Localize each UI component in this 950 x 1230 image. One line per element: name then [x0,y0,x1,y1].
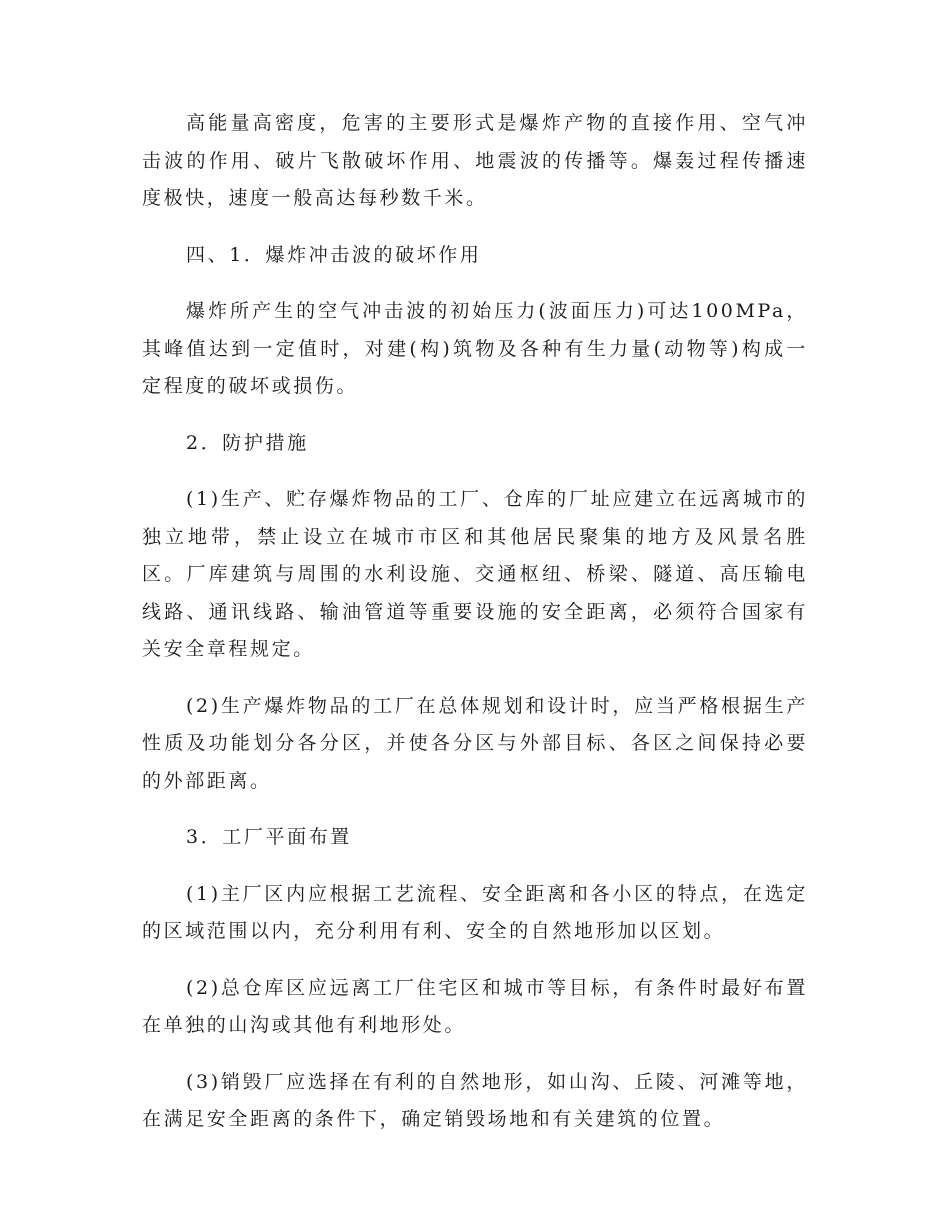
heading-plant-layout: 3．工厂平面布置 [186,826,352,848]
paragraph-shockwave-pressure: 爆炸所产生的空气冲击波的初始压力(波面压力)可达100MPa，其峰值达到一定值时，对建(构)筑物及各种有生力量(动物等)构成一定程度的破坏或损伤。 [142,300,808,397]
paragraph-layout-1: (1)主厂区内应根据工艺流程、安全距离和各小区的特点，在选定的区域范围以内，充分利用有利、安全的自然地形加以区划。 [142,882,808,942]
paragraph-measure-1: (1)生产、贮存爆炸物品的工厂、仓库的厂址应建立在远离城市的独立地带，禁止设立在城市市区和其他居民聚集的地方及风景名胜区。厂库建筑与周围的水利设施、交通枢纽、桥梁、隧道、高压输电线路、通讯线路、输油管道等重要设施的安全距离，必须符合国家有关安全章程规定。 [142,488,808,660]
paragraph-measure-2: (2)生产爆炸物品的工厂在总体规划和设计时，应当严格根据生产性质及功能划分各分区，并使各分区与外部目标、各区之间保持必要的外部距离。 [142,694,808,792]
document-page [142,105,808,1158]
paragraph-layout-2: (2)总仓库区应远离工厂住宅区和城市等目标，有条件时最好布置在单独的山沟或其他有利地形处。 [142,976,808,1036]
heading-shockwave-damage: 四、1．爆炸冲击波的破坏作用 [186,243,482,266]
paragraph-layout-3: (3)销毁厂应选择在有利的自然地形，如山沟、丘陵、河滩等地，在满足安全距离的条件下，确定销毁场地和有关建筑的位置。 [142,1070,808,1130]
paragraph-hazard-forms: 高能量高密度，危害的主要形式是爆炸产物的直接作用、空气冲击波的作用、破片飞散破坏作用、地震波的传播等。爆轰过程传播速度极快，速度一般高达每秒数千米。 [142,112,808,209]
heading-protective-measures: 2．防护措施 [186,431,309,454]
